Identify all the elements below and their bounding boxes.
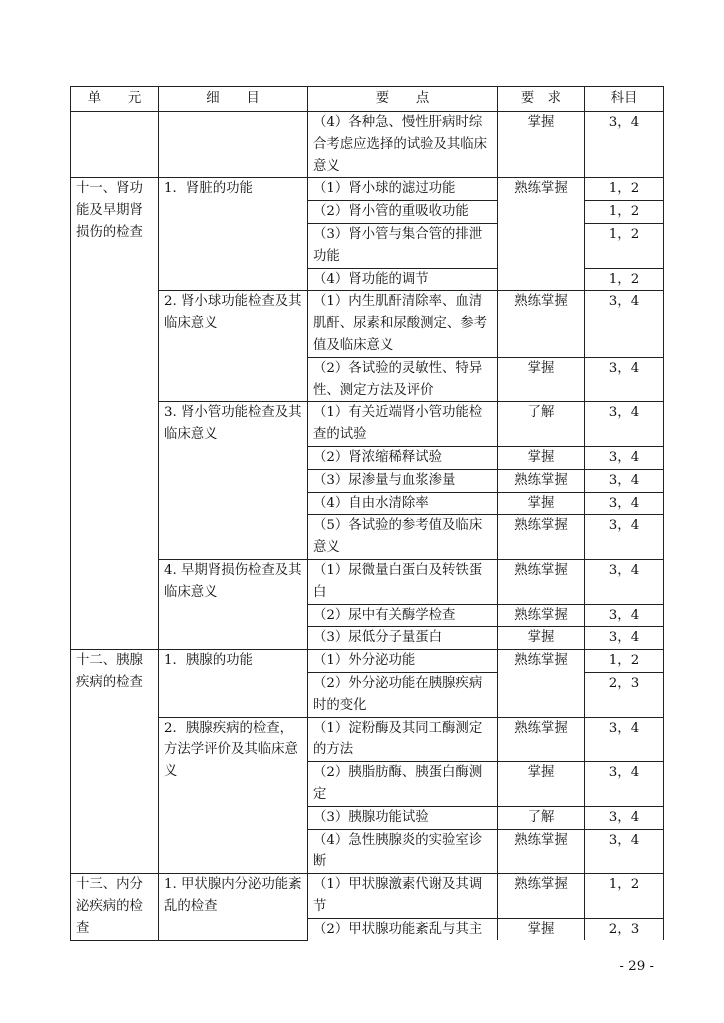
subject-cell: 3，4 (585, 469, 664, 492)
unit-cell: 十一、肾功能及早期肾损伤的检查 (71, 178, 159, 650)
item-cell: 2．胰腺疾病的检查，方法学评价及其临床意义 (159, 717, 308, 874)
subject-cell: 1，2 (585, 650, 664, 673)
header-requirement: 要 求 (498, 87, 585, 112)
requirement-cell: 了解 (498, 806, 585, 829)
table-row (71, 402, 664, 447)
subject-cell: 3，4 (585, 492, 664, 515)
item-cell: 2. 肾小球功能检查及其临床意义 (159, 291, 308, 402)
requirement-cell: 掌握 (498, 762, 585, 807)
requirement-cell: 熟练掌握 (498, 717, 585, 762)
requirement-cell: 了解 (498, 402, 585, 447)
requirement-cell: 熟练掌握 (498, 559, 585, 604)
point-cell: （2）肾浓缩稀释试验 (308, 446, 498, 469)
requirement-cell: 掌握 (498, 627, 585, 650)
header-item: 细 目 (159, 87, 308, 112)
subject-cell: 3，4 (585, 627, 664, 650)
point-cell: （2）肾小管的重吸收功能 (308, 201, 498, 224)
subject-cell: 3，4 (585, 112, 664, 178)
requirement-cell: 熟练掌握 (498, 604, 585, 627)
subject-cell: 2，3 (585, 672, 664, 717)
requirement-cell: 掌握 (498, 918, 585, 940)
item-cell (159, 112, 308, 178)
subject-cell: 1，2 (585, 874, 664, 919)
table-row (71, 650, 664, 673)
header-point: 要 点 (308, 87, 498, 112)
requirement-cell: 熟练掌握 (498, 469, 585, 492)
subject-cell: 3，4 (585, 604, 664, 627)
point-cell: （4）自由水清除率 (308, 492, 498, 515)
point-cell: （2）甲状腺功能紊乱与其主 (308, 918, 498, 940)
header-subject: 科目 (585, 87, 664, 112)
item-cell: 1．胰腺的功能 (159, 650, 308, 717)
exam-outline-table (70, 86, 664, 941)
point-cell: （1）甲状腺激素代谢及其调节 (308, 874, 498, 919)
point-cell: （4）急性胰腺炎的实验室诊断 (308, 829, 498, 874)
header-row (71, 87, 664, 112)
point-cell: （3）尿渗量与血浆渗量 (308, 469, 498, 492)
table-row (71, 291, 664, 357)
point-cell: （2）外分泌功能在胰腺疾病时的变化 (308, 672, 498, 717)
point-cell: （1）淀粉酶及其同工酶测定的方法 (308, 717, 498, 762)
requirement-cell: 熟练掌握 (498, 178, 585, 291)
subject-cell: 3，4 (585, 717, 664, 762)
unit-cell (71, 112, 159, 178)
table-row (71, 178, 664, 201)
item-cell: 3. 肾小管功能检查及其临床意义 (159, 402, 308, 560)
requirement-cell: 熟练掌握 (498, 515, 585, 560)
table-row (71, 559, 664, 604)
requirement-cell: 掌握 (498, 112, 585, 178)
subject-cell: 3，4 (585, 402, 664, 447)
subject-cell: 3，4 (585, 762, 664, 807)
subject-cell: 3，4 (585, 515, 664, 560)
point-cell: （2）胰脂肪酶、胰蛋白酶测定 (308, 762, 498, 807)
table-row (71, 717, 664, 762)
table-row (71, 874, 664, 919)
requirement-cell: 掌握 (498, 357, 585, 402)
table-row (71, 112, 664, 178)
subject-cell: 3，4 (585, 291, 664, 357)
point-cell: （2）各试验的灵敏性、特异性、测定方法及评价 (308, 357, 498, 402)
subject-cell: 1，2 (585, 201, 664, 224)
point-cell: （1）内生肌酐清除率、血清肌酐、尿素和尿酸测定、参考值及临床意义 (308, 291, 498, 357)
header-unit: 单 元 (71, 87, 159, 112)
point-cell: （2）尿中有关酶学检查 (308, 604, 498, 627)
page-number: - 29 - (619, 959, 654, 974)
point-cell: （4）肾功能的调节 (308, 268, 498, 291)
requirement-cell: 熟练掌握 (498, 829, 585, 874)
subject-cell: 3，4 (585, 357, 664, 402)
subject-cell: 3，4 (585, 806, 664, 829)
requirement-cell: 熟练掌握 (498, 650, 585, 717)
point-cell: （5）各试验的参考值及临床意义 (308, 515, 498, 560)
requirement-cell: 掌握 (498, 446, 585, 469)
point-cell: （1）肾小球的滤过功能 (308, 178, 498, 201)
requirement-cell: 掌握 (498, 492, 585, 515)
subject-cell: 3，4 (585, 559, 664, 604)
point-cell: （3）尿低分子量蛋白 (308, 627, 498, 650)
item-cell: 1. 甲状腺内分泌功能紊乱的检查 (159, 874, 308, 941)
subject-cell: 1，2 (585, 178, 664, 201)
point-cell: （1）有关近端肾小管功能检查的试验 (308, 402, 498, 447)
requirement-cell: 熟练掌握 (498, 291, 585, 357)
point-cell: （1）尿微量白蛋白及转铁蛋白 (308, 559, 498, 604)
subject-cell: 2，3 (585, 918, 664, 940)
unit-cell: 十二、胰腺疾病的检查 (71, 650, 159, 874)
subject-cell: 3，4 (585, 829, 664, 874)
point-cell: （3）肾小管与集合管的排泄功能 (308, 223, 498, 268)
subject-cell: 3，4 (585, 446, 664, 469)
point-cell: （4）各种急、慢性肝病时综合考虑应选择的试验及其临床意义 (308, 112, 498, 178)
point-cell: （3）胰腺功能试验 (308, 806, 498, 829)
point-cell: （1）外分泌功能 (308, 650, 498, 673)
unit-cell: 十三、内分泌疾病的检查 (71, 874, 159, 941)
subject-cell: 1，2 (585, 223, 664, 268)
item-cell: 4. 早期肾损伤检查及其临床意义 (159, 559, 308, 649)
item-cell: 1．肾脏的功能 (159, 178, 308, 291)
subject-cell: 1，2 (585, 268, 664, 291)
requirement-cell: 熟练掌握 (498, 874, 585, 919)
